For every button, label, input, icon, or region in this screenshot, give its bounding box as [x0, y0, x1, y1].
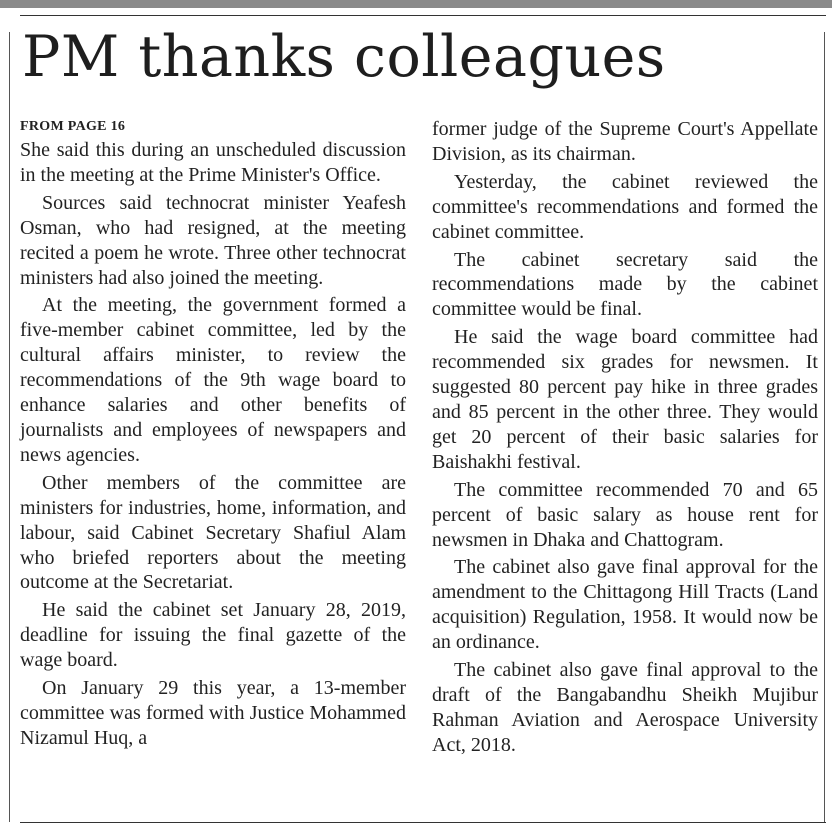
right-column — [432, 117, 818, 761]
previous-article-edge — [0, 0, 832, 8]
paragraph: He said the wage board committee had recommended six grades for newsmen. It suggested 80 percent pay hike in three grades and 85 percent in the other three. They would get 20 percent of their basic salaries for Baishakhi festival. — [432, 326, 818, 473]
paragraph: Yesterday, the cabinet reviewed the committee's recommendations and formed the cabinet committee. — [432, 170, 818, 243]
jump-label: FROM PAGE 16 — [20, 119, 126, 134]
paragraph: She said this during an unscheduled discussion in the meeting at the Prime Minister's Office. — [20, 139, 406, 186]
paragraph: He said the cabinet set January 28, 2019, deadline for issuing the final gazette of the wage board. — [20, 599, 406, 672]
left-margin-line — [9, 32, 10, 822]
paragraph: The cabinet secretary said the recommendations made by the cabinet committee would be final. — [432, 248, 818, 321]
headline: PM thanks colleagues — [22, 24, 666, 90]
right-margin-line — [824, 32, 825, 822]
paragraph: The cabinet also gave final approval for the amendment to the Chittagong Hill Tracts (Land acquisition) Regulation, 1958. It would now be an ordinance. — [432, 556, 818, 654]
paragraph: The committee recommended 70 and 65 percent of basic salary as house rent for newsmen in Dhaka and Chattogram. — [432, 478, 818, 551]
paragraph: On January 29 this year, a 13-member committee was formed with Justice Mohammed Nizamul Huq, a — [20, 677, 406, 749]
top-rule — [20, 15, 826, 16]
paragraph: At the meeting, the government formed a five-member cabinet committee, led by the cultural affairs minister, to review the recommendations of the 9th wage board to enhance salaries and other benefits of journalists and employees of newspapers and news agencies. — [20, 294, 406, 466]
bottom-rule — [20, 822, 826, 823]
paragraph-continuation: former judge of the Supreme Court's Appellate Division, as its chairman. — [432, 118, 818, 165]
left-column — [20, 117, 406, 754]
paragraph: Sources said technocrat minister Yeafesh Osman, who had resigned, at the meeting recited a poem he wrote. Three other technocrat ministers had also joined the meeting. — [20, 191, 406, 289]
paragraph: The cabinet also gave final approval to the draft of the Bangabandhu Sheikh Mujibur Rahman Aviation and Aerospace University Act, 2018. — [432, 659, 818, 756]
paragraph: Other members of the committee are ministers for industries, home, information, and labour, said Cabinet Secretary Shafiul Alam who briefed reporters about the meeting outcome at the Secretariat. — [20, 471, 406, 594]
